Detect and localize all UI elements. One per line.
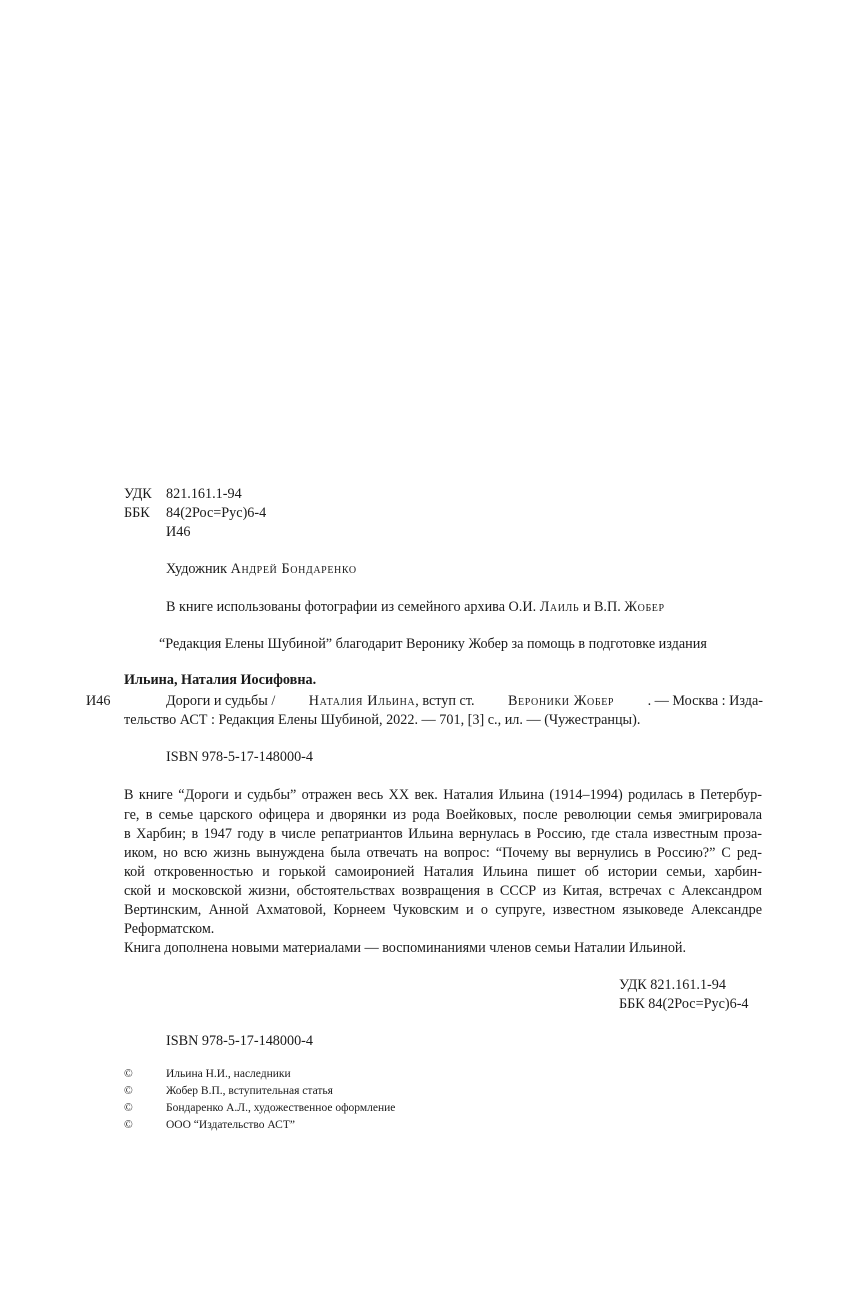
author-heading: Ильина, Наталия Иосифовна. xyxy=(124,672,317,688)
artist-name: Андрей Бондаренко xyxy=(230,561,357,577)
record-title-line xyxy=(166,691,763,711)
record-title: Дороги и судьбы / xyxy=(166,693,276,709)
thanks-line: “Редакция Елены Шубиной” благодарит Веронику Жобер за помощь в подготовке издания xyxy=(159,636,707,652)
annotation-line-7: Вертинским, Анной Ахматовой, Корнеем Чуковским и о супруге, известном языковеде Александре xyxy=(124,902,762,918)
photos-name2: Жобер xyxy=(624,599,665,615)
udk-value: 821.161.1-94 xyxy=(166,486,242,502)
record-intro-author: Вероники Жобер xyxy=(507,693,615,709)
record-author-mark: И46 xyxy=(86,693,111,709)
copyright-item-2: Жобер В.П., вступительная статья xyxy=(166,1085,333,1097)
footer-udk: УДК 821.161.1-94 xyxy=(619,977,726,993)
copyright-symbol-3: © xyxy=(124,1102,133,1114)
record-pub-tail: . — Москва : Изда- xyxy=(647,693,763,709)
annotation-line-4: иком, но всю жизнь вынуждена была отвечать на вопрос: “Почему вы вернулись в Россию?” С ред- xyxy=(124,845,762,861)
copyright-item-1: Ильина Н.И., наследники xyxy=(166,1068,291,1080)
annotation-supplement: Книга дополнена новыми материалами — воспоминаниями членов семьи Наталии Ильиной. xyxy=(124,940,687,956)
isbn-top: ISBN 978-5-17-148000-4 xyxy=(166,749,313,765)
artist-credit xyxy=(166,559,357,579)
author-mark: И46 xyxy=(166,524,191,540)
copyright-symbol-2: © xyxy=(124,1085,133,1097)
artist-prefix: Художник xyxy=(166,561,228,577)
photos-init1: О.И. xyxy=(508,599,537,615)
bbk-value: 84(2Рос=Рус)6-4 xyxy=(166,505,267,521)
photos-init2: В.П. xyxy=(593,599,621,615)
photos-credit xyxy=(166,597,665,617)
copyright-item-3: Бондаренко А.Л., художественное оформление xyxy=(166,1102,396,1114)
photos-name1: Лаиль xyxy=(539,599,580,615)
annotation-line-6: ской и московской жизни, обстоятельствах возвращения в СССР из Китая, встречах с Александром xyxy=(124,883,762,899)
copyright-item-4: ООО “Издательство АСТ” xyxy=(166,1119,295,1131)
annotation-line-8: Реформатском. xyxy=(124,921,215,937)
bbk-label: ББК xyxy=(124,505,150,521)
copyright-symbol-1: © xyxy=(124,1068,133,1080)
isbn-bottom: ISBN 978-5-17-148000-4 xyxy=(166,1033,313,1049)
annotation-line-1: В книге “Дороги и судьбы” отражен весь XX век. Наталия Ильина (1914–1994) родилась в Петербур- xyxy=(124,787,762,803)
annotation-line-2: ге, в семье царского офицера и дворянки из рода Воейковых, после революции семья эмигрировала xyxy=(124,807,762,823)
footer-bbk: ББК 84(2Рос=Рус)6-4 xyxy=(619,996,749,1012)
copyright-symbol-4: © xyxy=(124,1119,133,1131)
record-line2: тельство АСТ : Редакция Елены Шубиной, 2022. — 701, [3] с., ил. — (Чужестранцы). xyxy=(124,712,641,728)
annotation-line-3: в Харбин; в 1947 году в числе репатриантов Ильина вернулась в Россию, где стала известным проза- xyxy=(124,826,762,842)
udk-label: УДК xyxy=(124,486,152,502)
annotation-line-5: кой откровенностью и горькой самоиронией Наталия Ильина пишет об истории семьи, харбин- xyxy=(124,864,762,880)
record-resp: Наталия Ильина, вступ ст. xyxy=(308,693,475,709)
photos-and: и xyxy=(582,599,591,615)
photos-prefix: В книге использованы фотографии из семейного архива xyxy=(166,599,505,615)
